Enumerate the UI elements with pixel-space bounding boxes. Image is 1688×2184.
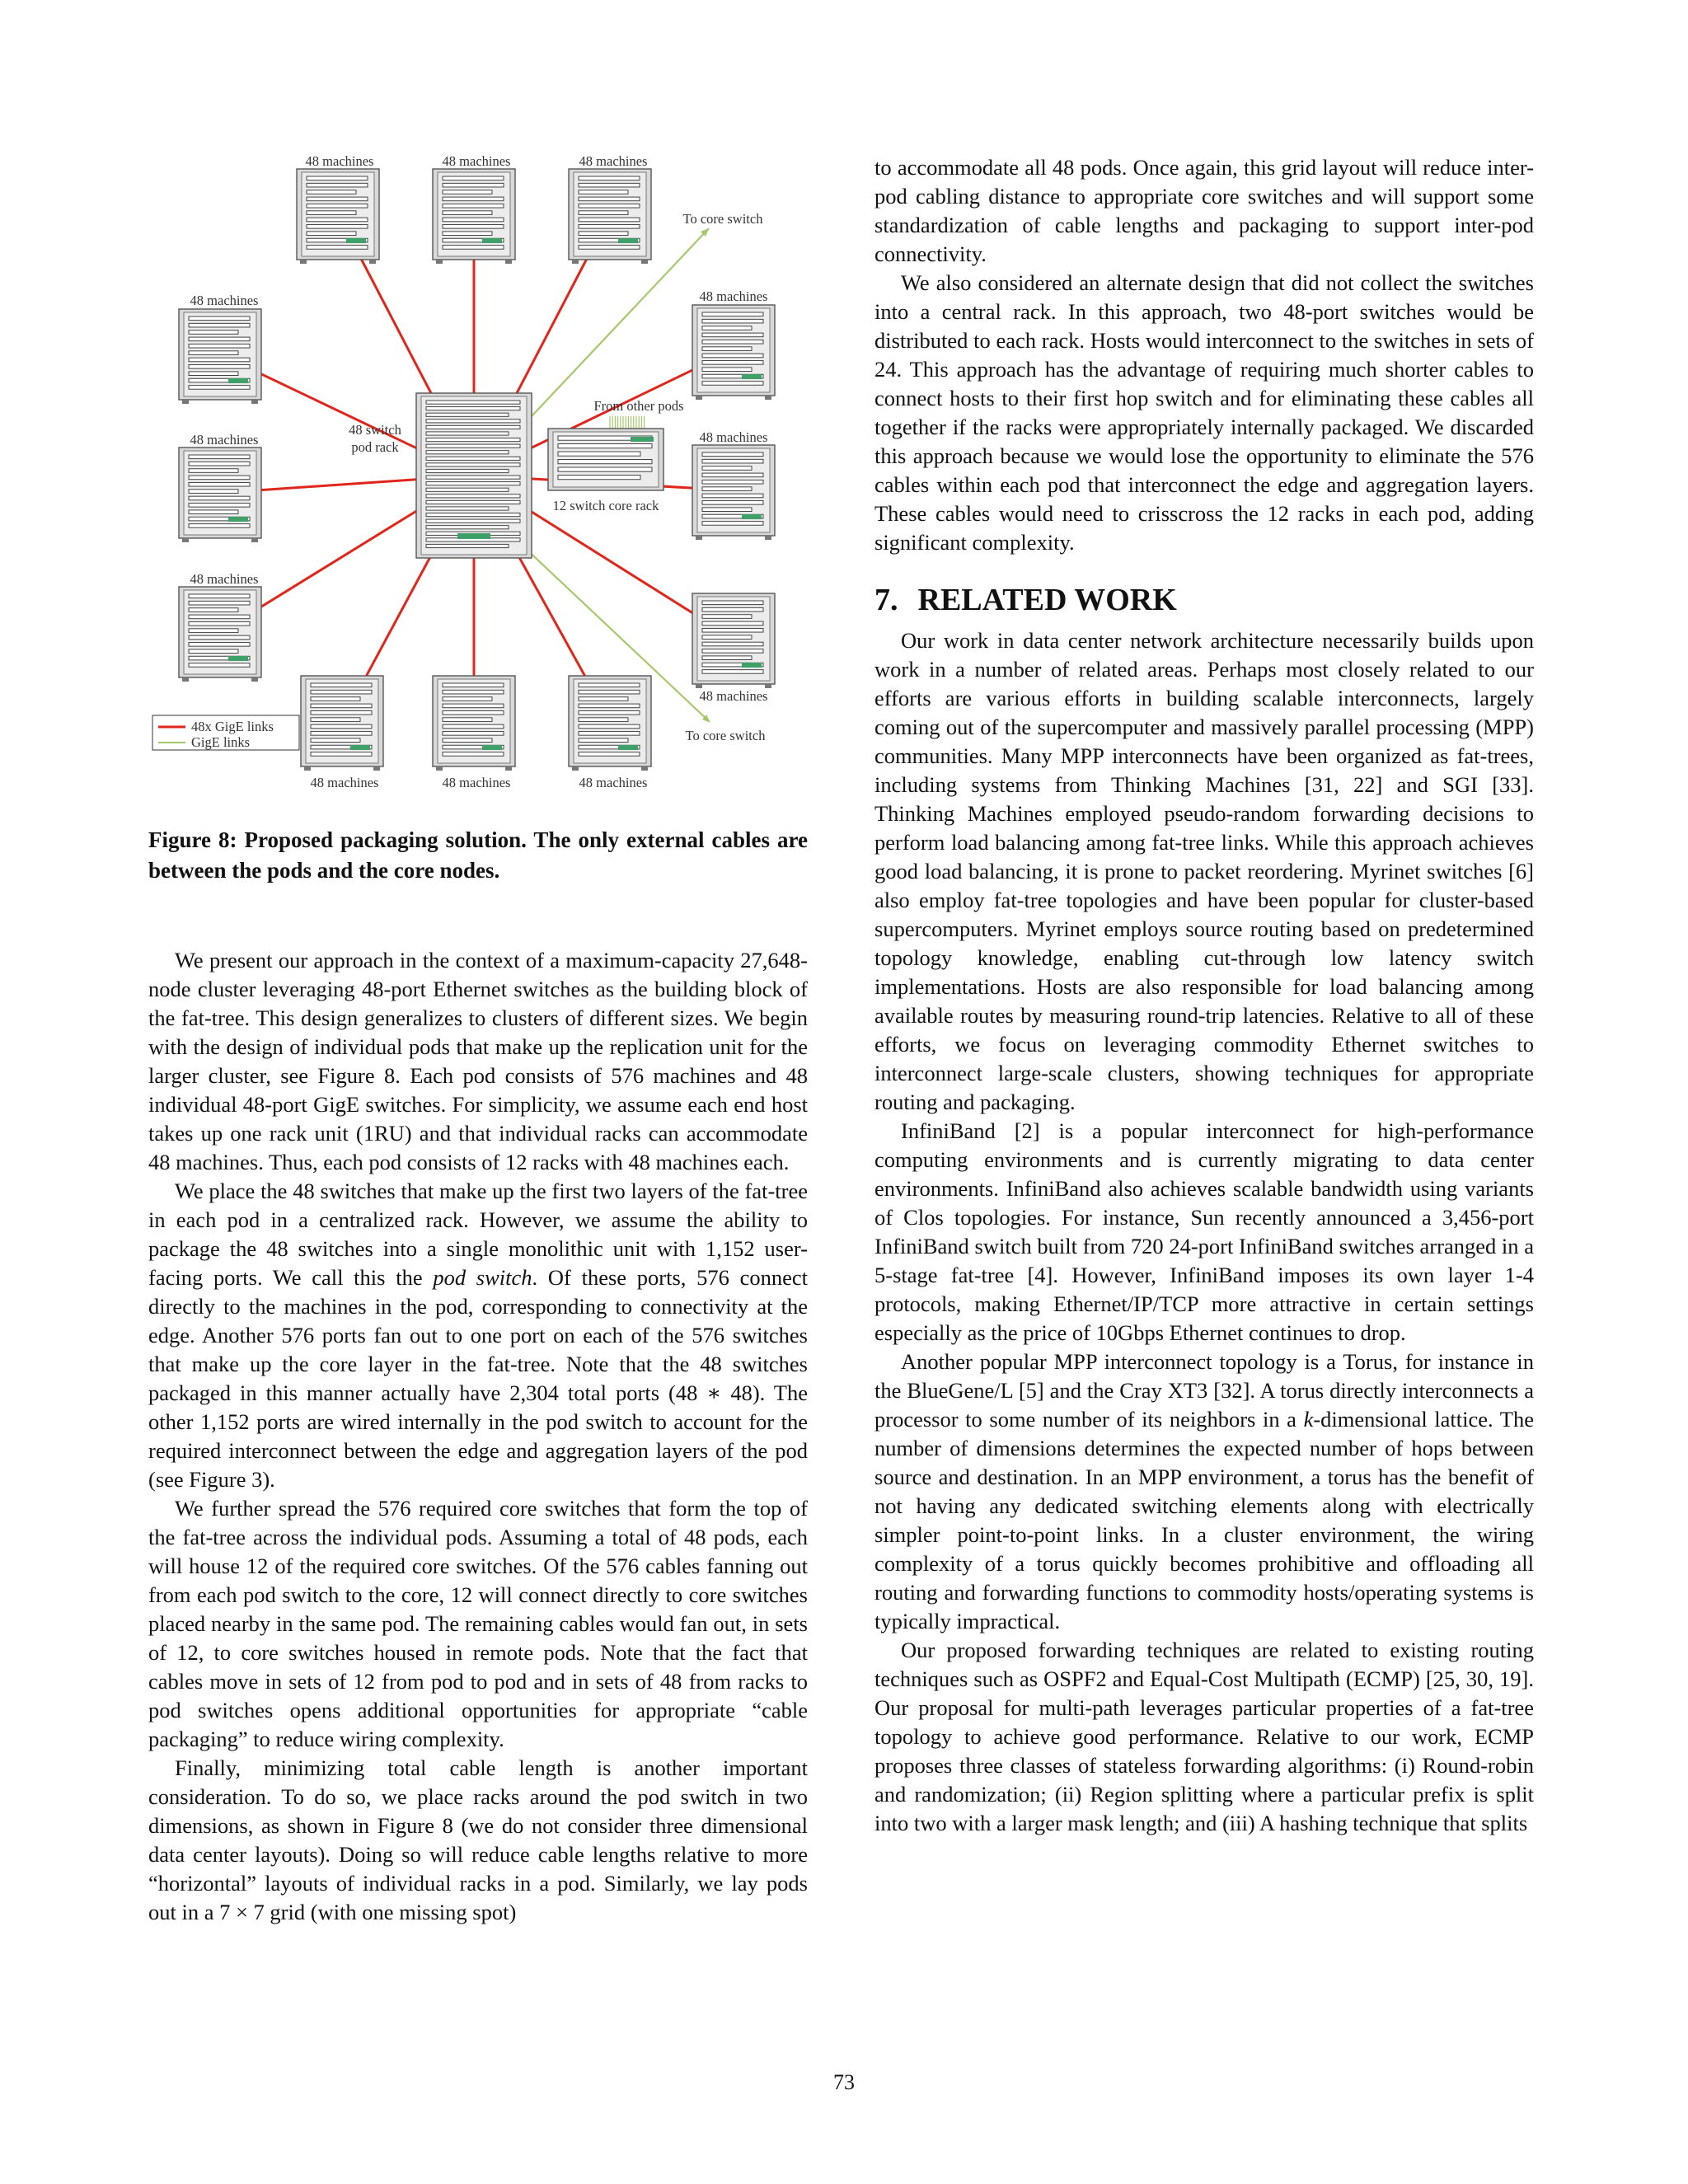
- machine-rack: [692, 445, 775, 540]
- rack-foot: [182, 677, 189, 682]
- rack-unit: [189, 608, 238, 612]
- rack-unit: [702, 635, 752, 640]
- rack-unit: [307, 211, 356, 215]
- paragraph: We also considered an alternate design that did not collect the switches into a central rack. In this approach, two 48-port switches would be distributed to each rack. Hosts would interconnect to the switches in sets of 24. This approach has the advantage of requiring much shorter cables to connect hosts to their first hop switch and for eliminating these cables all together if the racks were appropriately internally packaged. We discarded this approach because we would lose the opportunity to eliminate the 576 cables within each pod that interconnect the edge and aggregation layers. These cables would need to crisscross the 12 racks in each pod, adding significant complexity.: [874, 270, 1534, 555]
- rack-unit: [189, 621, 250, 626]
- rack-unit: [443, 752, 504, 757]
- rack-unit: [189, 524, 250, 528]
- rack-unit: [702, 340, 763, 344]
- rack-unit: [426, 513, 520, 517]
- rack-unit: [443, 218, 504, 222]
- machine-rack: [692, 305, 775, 400]
- rack-unit: [702, 656, 752, 660]
- rack-unit: [702, 508, 752, 512]
- rack-unit: [307, 225, 368, 229]
- rack-indicator: [228, 656, 248, 661]
- rack-unit: [702, 494, 763, 498]
- rack-unit: [311, 710, 372, 715]
- rack-label: 48 machines: [190, 432, 259, 448]
- section-number: 7.: [874, 583, 898, 617]
- rack-unit: [311, 683, 372, 687]
- rack-unit: [702, 319, 763, 323]
- machine-rack: [297, 169, 379, 264]
- rack-unit: [189, 469, 238, 473]
- rack-unit: [307, 246, 368, 250]
- rack-indicator: [482, 745, 502, 750]
- rack-label: 48 machines: [310, 775, 379, 790]
- rack-unit: [443, 732, 504, 736]
- rack-unit: [579, 704, 640, 708]
- rack-indicator: [350, 745, 370, 750]
- rack-unit: [702, 670, 763, 674]
- rack-foot: [182, 538, 189, 542]
- rack-unit: [311, 738, 360, 743]
- rack-unit: [443, 225, 504, 229]
- figure-caption: Figure 8: Proposed packaging solution. The only external cables are between the pods and the core nodes.: [148, 827, 808, 883]
- rack-unit: [443, 232, 492, 236]
- rack-foot: [505, 766, 512, 771]
- rack-unit: [307, 204, 368, 208]
- rack-foot: [436, 260, 443, 264]
- machine-rack: [179, 587, 261, 682]
- paragraph: Another popular MPP interconnect topology is a Torus, for instance in the BlueGene/L [5] and the Cray XT3 [32]. A torus directly interconnects a processor to some number of its neighbors in a k-dimensional lattice. The number of dimensions determines the expected number of hops between source and destination. In an MPP environment, a torus has the benefit of not having any dedicated switching elements along with electrically simpler point-to-point links. In a cluster environment, the wiring complexity of a torus quickly becomes prohibitive and offloading all routing and forwarding functions to commodity hosts/operating systems is typically impractical.: [874, 1349, 1534, 1633]
- rack-unit: [579, 176, 640, 180]
- rack-unit: [702, 452, 763, 457]
- rack-unit: [702, 522, 763, 526]
- left-column: [148, 946, 808, 1927]
- rack-unit: [189, 629, 238, 633]
- machine-rack: [569, 676, 651, 771]
- rack-unit: [443, 176, 504, 180]
- rack-unit: [443, 718, 492, 722]
- rack-unit: [311, 724, 372, 729]
- rack-unit: [702, 487, 752, 491]
- paragraph: We place the 48 switches that make up the first two layers of the fat-tree in each pod in a centralized rack. However, we assume the ability to package the 48 switches into a single monolithic unit with 1,152 user-facing ports. We call this the pod switch. Of these ports, 576 connect directly to the machines in the pod, corresponding to connectivity at the edge. Another 576 ports fan out to one port on each of the 576 switches that make up the core layer in the fat-tree. Note that the 48 switches packaged in this manner actually have 2,304 total ports (48 ∗ 48). The other 1,152 ports are wired internally in the pod switch to account for the required interconnect between the edge and aggregation layers of the pod (see Figure 3).: [148, 1179, 808, 1492]
- rack-unit: [311, 704, 372, 708]
- rack-foot: [251, 538, 258, 542]
- rack-foot: [641, 766, 648, 771]
- machine-rack: [433, 169, 515, 264]
- rack-unit: [702, 642, 763, 646]
- rack-foot: [572, 766, 579, 771]
- rack-unit: [702, 607, 763, 612]
- rack-unit: [189, 643, 250, 647]
- rack-unit: [189, 649, 238, 654]
- rack-unit: [426, 494, 520, 498]
- rack-unit: [307, 218, 368, 222]
- rack-unit: [189, 510, 238, 514]
- rack-unit: [443, 183, 504, 187]
- paragraph: InfiniBand [2] is a popular interconnect for high-performance computing environments and is currently migrating to data center environments. InfiniBand also achieves scalable bandwidth using variants of Clos topologies. For instance, Sun recently announced a 3,456-port InfiniBand switch built from 720 24-port InfiniBand switches arranged in a 5-stage fat-tree [4]. However, InfiniBand imposes its own layer 1-4 protocols, making Ethernet/IP/TCP more attractive in certain settings especially as the price of 10Gbps Ethernet continues to drop.: [874, 1118, 1534, 1345]
- rack-unit: [189, 344, 250, 348]
- rack-unit: [426, 432, 509, 435]
- rack-unit: [307, 197, 368, 201]
- rack-unit: [426, 463, 520, 466]
- rack-unit: [579, 690, 640, 694]
- rack-label: 48 machines: [699, 688, 768, 704]
- rack-unit: [426, 469, 509, 472]
- rack-foot: [373, 766, 380, 771]
- rack-foot: [505, 260, 512, 264]
- rack-unit: [579, 718, 628, 722]
- rack-unit: [426, 401, 520, 404]
- legend-label: GigE links: [191, 734, 251, 750]
- rack-label: 48 machines: [442, 775, 511, 790]
- rack-label: 48 machines: [442, 153, 511, 169]
- rack-unit: [311, 690, 372, 694]
- rack-unit: [189, 351, 238, 355]
- rack-unit: [426, 413, 509, 416]
- pod-switch-label: 48 switch: [349, 422, 401, 438]
- from-other-pods-label: From other pods: [593, 398, 684, 414]
- rack-unit: [558, 452, 640, 456]
- rack-unit: [579, 183, 640, 187]
- rack-unit: [189, 372, 238, 376]
- rack-unit: [189, 455, 250, 459]
- figure-8: [148, 152, 808, 808]
- rack-foot: [300, 260, 307, 264]
- rack-foot: [696, 536, 702, 540]
- rack-unit: [579, 710, 640, 715]
- rack-foot: [641, 260, 648, 264]
- to-core-switch-label: To core switch: [685, 728, 766, 743]
- rack-unit: [702, 368, 752, 372]
- rack-indicator: [457, 533, 490, 539]
- rack-foot: [572, 260, 579, 264]
- rack-unit: [702, 333, 763, 337]
- core-rack-label: 12 switch core rack: [552, 498, 659, 513]
- rack-unit: [702, 649, 763, 654]
- rack-unit: [426, 488, 509, 491]
- rack-unit: [702, 466, 752, 471]
- rack-unit: [579, 190, 628, 194]
- rack-unit: [307, 183, 368, 187]
- paragraph: Our work in data center network architecture necessarily builds upon work in a number of related areas. Perhaps most closely related to our efforts are various efforts in building scalable interconnects, largely coming out of the supercomputer and massively parallel processing (MPP) communities. Many MPP interconnects have been organized as fat-trees, including systems from Thinking Machines [31, 22] and SGI [33]. Thinking Machines employed pseudo-random forwarding decisions to perform load balancing among fat-tree links. While this approach achieves good load balancing, it is prone to packet reordering. Myrinet switches [6] also employ fat-tree topologies and have been popular for cluster-based supercomputers. Myrinet employs source routing based on predetermined topology knowledge, enabling cut-through low latency switch implementations. Hosts are also responsible for load balancing among available routes by measuring round-trip latencies. Relative to all of these efforts, we focus on leveraging commodity Ethernet switches to interconnect large-scale clusters, showing techniques for appropriate routing and packaging.: [874, 628, 1534, 1114]
- rack-unit: [579, 204, 640, 208]
- rack-unit: [443, 710, 504, 715]
- rack-label: 48 machines: [699, 288, 768, 304]
- rack-unit: [579, 232, 628, 236]
- rack-unit: [443, 738, 492, 743]
- rack-unit: [189, 476, 250, 480]
- rack-foot: [436, 766, 443, 771]
- rack-unit: [426, 438, 520, 442]
- rack-indicator: [482, 238, 502, 243]
- to-core-switch-label: To core switch: [682, 211, 763, 227]
- rack-unit: [307, 232, 356, 236]
- rack-unit: [189, 594, 250, 598]
- rack-unit: [189, 490, 238, 494]
- rack-indicator: [618, 745, 638, 750]
- rack-unit: [443, 246, 504, 250]
- rack-unit: [426, 451, 509, 454]
- right-column: [874, 153, 1534, 1838]
- rack-foot: [251, 400, 258, 404]
- rack-unit: [189, 337, 250, 341]
- rack-unit: [426, 500, 520, 504]
- rack-unit: [443, 724, 504, 729]
- rack-indicator: [618, 238, 638, 243]
- rack-unit: [443, 204, 504, 208]
- rack-unit: [579, 752, 640, 757]
- paragraph: We further spread the 576 required core switches that form the top of the fat-tree across the individual pods. Assuming a total of 48 pods, each will house 12 of the required core switches. Of the 576 cables fanning out from each pod switch to the core, 12 will connect directly to core switches placed nearby in the same pod. The remaining cables would fan out, in sets of 12, to core switches housed in remote pods. Note that the fact that cables move in sets of 12 from pod to pod and in sets of 48 from racks to pod switches opens additional opportunities for appropriate “cable packaging” to reduce wiring complexity.: [148, 1496, 808, 1751]
- rack-unit: [189, 635, 250, 640]
- rack-indicator: [228, 517, 248, 522]
- rack-indicator: [346, 238, 366, 243]
- rack-unit: [189, 663, 250, 668]
- rack-unit: [189, 365, 250, 369]
- rack-unit: [702, 382, 763, 386]
- rack-unit: [579, 246, 640, 250]
- machine-rack: [179, 448, 261, 542]
- rack-indicator: [228, 378, 248, 383]
- rack-unit: [311, 732, 372, 736]
- rack-unit: [702, 312, 763, 316]
- rack-unit: [311, 752, 372, 757]
- rack-unit: [189, 615, 250, 619]
- rack-unit: [702, 615, 752, 619]
- machine-rack: [301, 676, 383, 771]
- rack-unit: [426, 457, 520, 460]
- section-title: RELATED WORK: [917, 583, 1177, 617]
- rack-label: 48 machines: [579, 775, 648, 790]
- rack-unit: [702, 459, 763, 463]
- rack-unit: [558, 444, 652, 448]
- rack-unit: [426, 507, 509, 510]
- rack-unit: [426, 419, 520, 423]
- rack-unit: [579, 683, 640, 687]
- rack-unit: [443, 190, 492, 194]
- rack-label: 48 machines: [190, 571, 259, 587]
- rack-foot: [251, 677, 258, 682]
- rack-unit: [702, 501, 763, 505]
- rack-unit: [579, 738, 628, 743]
- rack-unit: [426, 476, 520, 479]
- rack-unit: [579, 211, 628, 215]
- machine-rack: [569, 169, 651, 264]
- machine-rack: [179, 309, 261, 404]
- machine-rack: [692, 593, 775, 688]
- rack-unit: [189, 386, 250, 390]
- rack-unit: [189, 316, 250, 321]
- rack-unit: [426, 544, 509, 547]
- rack-unit: [702, 473, 763, 477]
- rack-foot: [696, 396, 702, 400]
- rack-unit: [558, 460, 652, 464]
- rack-unit: [579, 697, 628, 701]
- rack-unit: [702, 480, 763, 484]
- rack-label: 48 machines: [190, 293, 259, 308]
- pod-switch-label: pod rack: [351, 439, 399, 455]
- rack-unit: [189, 504, 250, 508]
- rack-label: 48 machines: [579, 153, 648, 169]
- rack-unit: [558, 476, 640, 480]
- rack-unit: [189, 601, 250, 605]
- rack-unit: [702, 628, 763, 632]
- rack-indicator: [742, 514, 762, 519]
- rack-unit: [189, 323, 250, 327]
- rack-label: 48 machines: [699, 429, 768, 445]
- rack-foot: [182, 400, 189, 404]
- rack-unit: [426, 519, 520, 523]
- paragraph: Finally, minimizing total cable length is another important consideration. To do so, we place racks around the pod switch in two dimensions, as shown in Figure 8 (we do not consider three dimensional data center layouts). Doing so will reduce cable lengths relative to more “horizontal” layouts of individual racks in a pod. Similarly, we lay pods out in a 7 × 7 grid (with one missing spot): [148, 1755, 808, 1924]
- paragraph: to accommodate all 48 pods. Once again, this grid layout will reduce inter-pod cabling distance to appropriate core switches and will support some standardization of cable lengths and packaging to support inter-pod connectivity.: [874, 155, 1534, 266]
- rack-unit: [443, 211, 492, 215]
- rack-unit: [443, 704, 504, 708]
- rack-unit: [702, 347, 752, 351]
- section-heading: [874, 580, 1534, 620]
- rack-indicator: [631, 437, 654, 442]
- rack-unit: [702, 361, 763, 365]
- rack-unit: [443, 697, 492, 701]
- rack-unit: [579, 732, 640, 736]
- rack-unit: [558, 467, 652, 471]
- rack-foot: [304, 766, 311, 771]
- rack-unit: [189, 482, 250, 486]
- rack-unit: [426, 425, 520, 429]
- rack-unit: [579, 724, 640, 729]
- rack-unit: [702, 326, 752, 330]
- rack-unit: [579, 197, 640, 201]
- rack-unit: [426, 526, 509, 529]
- rack-indicator: [742, 374, 762, 379]
- rack-unit: [189, 330, 238, 335]
- rack-unit: [189, 462, 250, 466]
- rack-unit: [579, 218, 640, 222]
- rack-unit: [426, 482, 520, 485]
- rack-foot: [765, 536, 771, 540]
- legend-label: 48x GigE links: [191, 719, 274, 734]
- rack-label: 48 machines: [305, 153, 374, 169]
- rack-unit: [702, 354, 763, 358]
- rack-indicator: [742, 663, 762, 668]
- rack-unit: [307, 176, 368, 180]
- legend: [152, 715, 299, 750]
- rack-unit: [311, 718, 360, 722]
- page-number: 73: [833, 2070, 855, 2094]
- rack-unit: [307, 190, 356, 194]
- rack-unit: [702, 621, 763, 626]
- rack-unit: [189, 358, 250, 362]
- rack-unit: [702, 601, 763, 605]
- paragraph: We present our approach in the context of a maximum-capacity 27,648-node cluster leveraging 48-port Ethernet switches as the building block of the fat-tree. This design generalizes to clusters of different sizes. We begin with the design of individual pods that make up the replication unit for the larger cluster, see Figure 8. Each pod consists of 576 machines and 48 individual 48-port GigE switches. For simplicity, we assume each end host takes up one rack unit (1RU) and that individual racks can accommodate 48 machines. Thus, each pod consists of 12 racks with 48 machines each.: [148, 948, 808, 1174]
- rack-unit: [443, 683, 504, 687]
- machine-rack: [433, 676, 515, 771]
- rack-foot: [369, 260, 376, 264]
- packaging-diagram: [148, 152, 808, 804]
- rack-unit: [579, 225, 640, 229]
- rack-unit: [426, 407, 520, 410]
- rack-unit: [189, 496, 250, 500]
- rack-unit: [443, 690, 504, 694]
- rack-foot: [765, 396, 771, 400]
- rack-unit: [426, 444, 520, 448]
- paragraph: Our proposed forwarding techniques are related to existing routing techniques such as OSPF2 and Equal-Cost Multipath (ECMP) [25, 30, 19]. Our proposal for multi-path leverages particular properties of a fat-tree topology to achieve good performance. Relative to our work, ECMP proposes three classes of stateless forwarding algorithms: (i) Round-robin and randomization; (ii) Region splitting where a particular prefix is split into two with a larger mask length; and (iii) A hashing technique that splits: [874, 1638, 1534, 1835]
- rack-unit: [443, 197, 504, 201]
- rack-unit: [311, 697, 360, 701]
